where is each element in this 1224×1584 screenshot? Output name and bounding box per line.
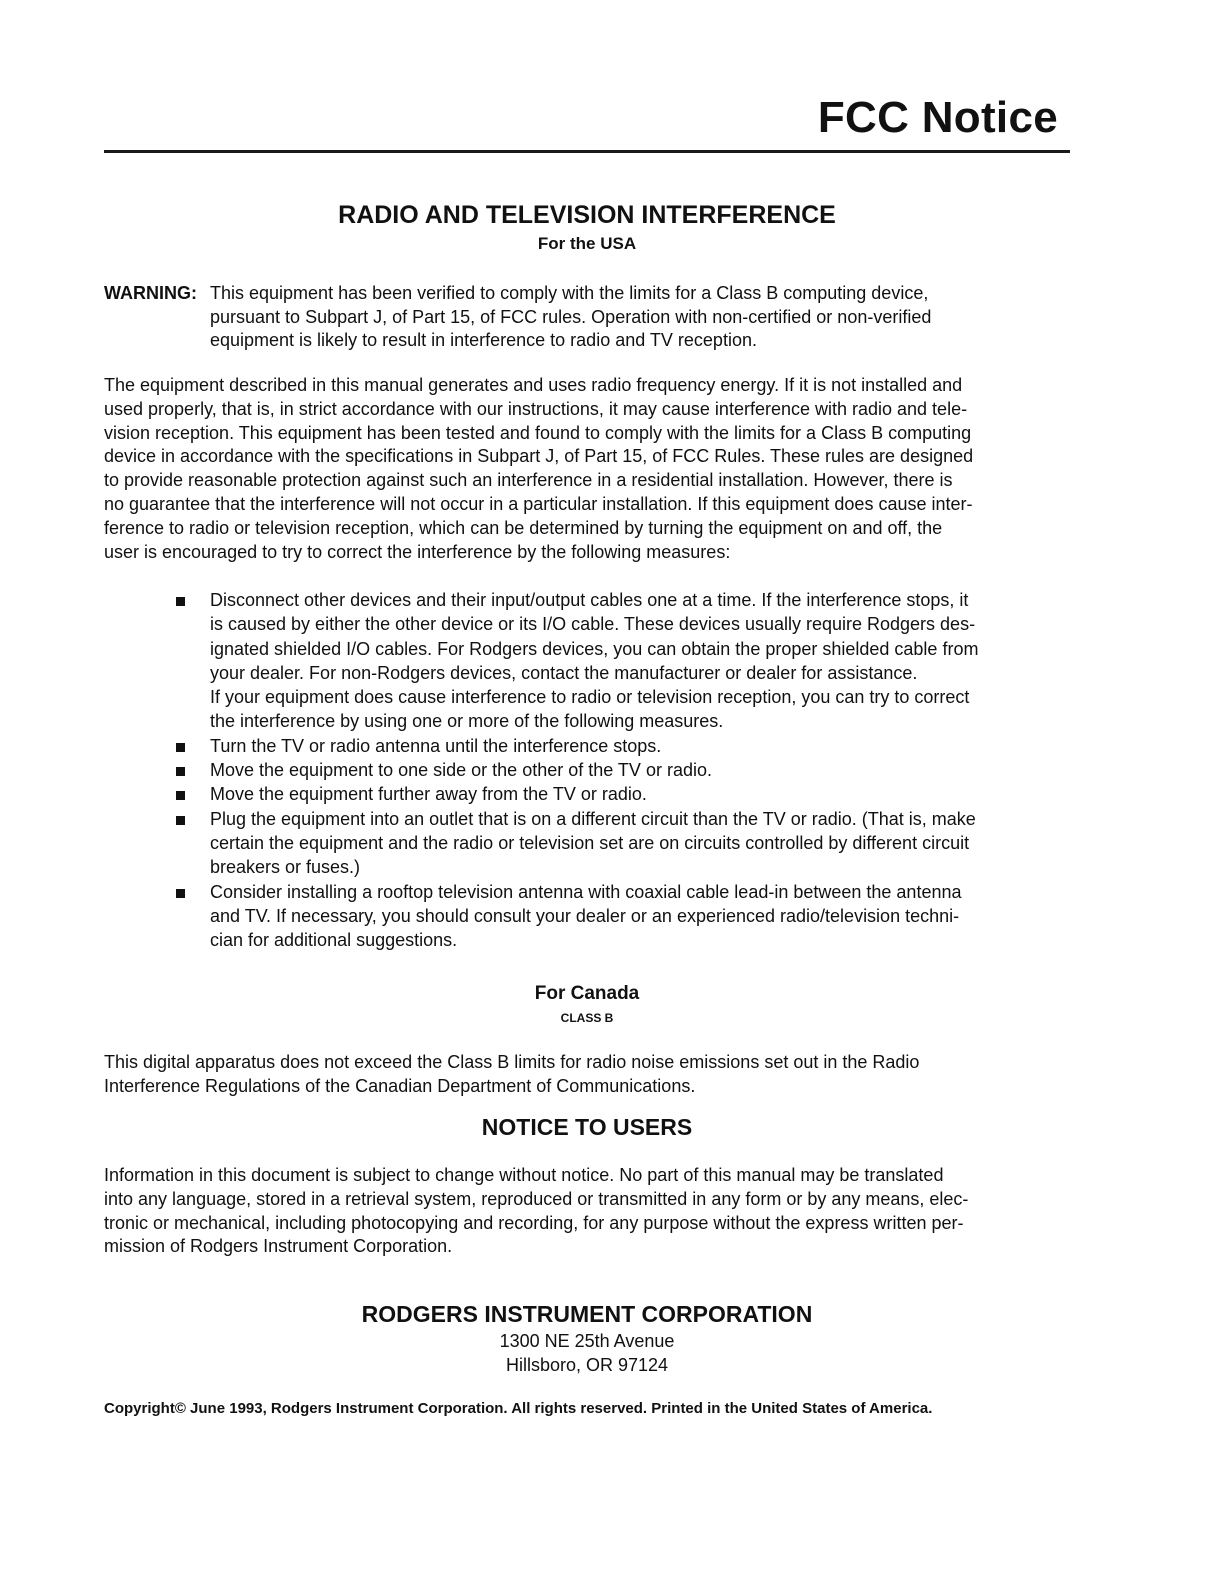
paragraph-line: ference to radio or television reception, which can be determined by turning the equipment on and off, the: [104, 517, 943, 538]
list-item: [170, 880, 1070, 953]
paragraph-line: user is encouraged to try to correct the interference by the following measures:: [104, 541, 731, 562]
list-item-line: If your equipment does cause interference to radio or television reception, you can try to correct: [210, 687, 970, 708]
warning-text: [210, 282, 1064, 353]
warning-label: WARNING:: [104, 283, 197, 303]
list-item-line: is caused by either the other device or its I/O cable. These devices usually require Rodgers des-: [210, 614, 976, 635]
bullet-icon: [176, 889, 185, 898]
canada-subheading: CLASS B: [560, 1011, 614, 1025]
warning-block: [104, 282, 1064, 353]
measures-list: [170, 588, 1070, 952]
list-item-line: and TV. If necessary, you should consult your dealer or an experienced radio/television techni-: [210, 905, 960, 926]
list-item: [170, 807, 1070, 880]
bullet-icon: [176, 767, 185, 776]
list-item-line: Move the equipment to one side or the other of the TV or radio.: [210, 760, 712, 781]
list-item-line: breakers or fuses.): [210, 857, 361, 878]
list-item-line: ignated shielded I/O cables. For Rodgers devices, you can obtain the proper shielded cable from: [210, 638, 979, 659]
canada-heading: For Canada: [534, 983, 640, 1004]
warning-line: equipment is likely to result in interference to radio and TV reception.: [210, 330, 757, 350]
paragraph-line: device in accordance with the specifications in Subpart J, of Part 15, of FCC Rules. These rules are designed: [104, 446, 974, 467]
warning-line: This equipment has been verified to comply with the limits for a Class B computing device,: [210, 283, 929, 303]
paragraph-line: no guarantee that the interference will not occur in a particular installation. If this equipment does cause inter-: [104, 493, 973, 514]
page-title: FCC Notice: [817, 93, 1058, 142]
list-item-line: cian for additional suggestions.: [210, 930, 458, 951]
usa-subheading: For the USA: [537, 234, 637, 253]
usa-heading: RADIO AND TELEVISION INTERFERENCE: [338, 201, 836, 229]
paragraph-line: The equipment described in this manual generates and uses radio frequency energy. If it is not installed and: [104, 375, 963, 395]
company-name: RODGERS INSTRUMENT CORPORATION: [361, 1301, 813, 1327]
paragraph-line: vision reception. This equipment has been tested and found to comply with the limits for a Class B computing: [104, 422, 972, 443]
address-street: 1300 NE 25th Avenue: [499, 1331, 675, 1351]
warning-line: pursuant to Subpart J, of Part 15, of FCC rules. Operation with non-certified or non-verified: [210, 306, 932, 327]
list-item: [170, 758, 1070, 782]
list-item-line: Disconnect other devices and their input/output cables one at a time. If the interference stops, it: [210, 590, 969, 610]
list-item: [170, 782, 1070, 806]
bullet-icon: [176, 791, 185, 800]
paragraph-line: mission of Rodgers Instrument Corporation.: [104, 1236, 453, 1257]
bullet-icon: [176, 816, 185, 825]
list-item-line: Move the equipment further away from the TV or radio.: [210, 784, 647, 805]
list-item-line: the interference by using one or more of the following measures.: [210, 711, 724, 732]
paragraph-line: This digital apparatus does not exceed the Class B limits for radio noise emissions set out in the Radio: [104, 1052, 920, 1072]
bullet-icon: [176, 597, 185, 606]
canada-paragraph: [104, 1051, 1070, 1099]
list-item: [170, 588, 1070, 734]
copyright-line: Copyright© June 1993, Rodgers Instrument Corporation. All rights reserved. Printed in the United States of America.: [104, 1400, 933, 1417]
address-city: Hillsboro, OR 97124: [505, 1355, 669, 1375]
list-item-line: your dealer. For non-Rodgers devices, contact the manufacturer or dealer for assistance.: [210, 662, 918, 683]
paragraph-line: tronic or mechanical, including photocopying and recording, for any purpose without the express written per-: [104, 1212, 964, 1233]
interference-paragraph: [104, 374, 1070, 564]
paragraph-line: to provide reasonable protection against such an interference in a residential installation. However, there is: [104, 470, 953, 491]
title-rule: [104, 150, 1070, 153]
paragraph-line: Interference Regulations of the Canadian Department of Communications.: [104, 1075, 696, 1096]
paragraph-line: used properly, that is, in strict accordance with our instructions, it may cause interference with radio and tele-: [104, 398, 968, 419]
paragraph-line: into any language, stored in a retrieval system, reproduced or transmitted in any form or by any means, elec-: [104, 1188, 969, 1209]
list-item-line: Consider installing a rooftop television antenna with coaxial cable lead-in between the antenna: [210, 881, 962, 902]
notice-paragraph: [104, 1164, 1070, 1259]
list-item-line: certain the equipment and the radio or television set are on circuits controlled by different circuit: [210, 832, 970, 853]
list-item-line: Plug the equipment into an outlet that is on a different circuit than the TV or radio. (That is, make: [210, 808, 976, 829]
bullet-icon: [176, 743, 185, 752]
notice-heading: NOTICE TO USERS: [481, 1114, 693, 1140]
list-item-line: Turn the TV or radio antenna until the interference stops.: [210, 735, 662, 756]
paragraph-line: Information in this document is subject to change without notice. No part of this manual may be translated: [104, 1165, 944, 1185]
list-item: [170, 734, 1070, 758]
